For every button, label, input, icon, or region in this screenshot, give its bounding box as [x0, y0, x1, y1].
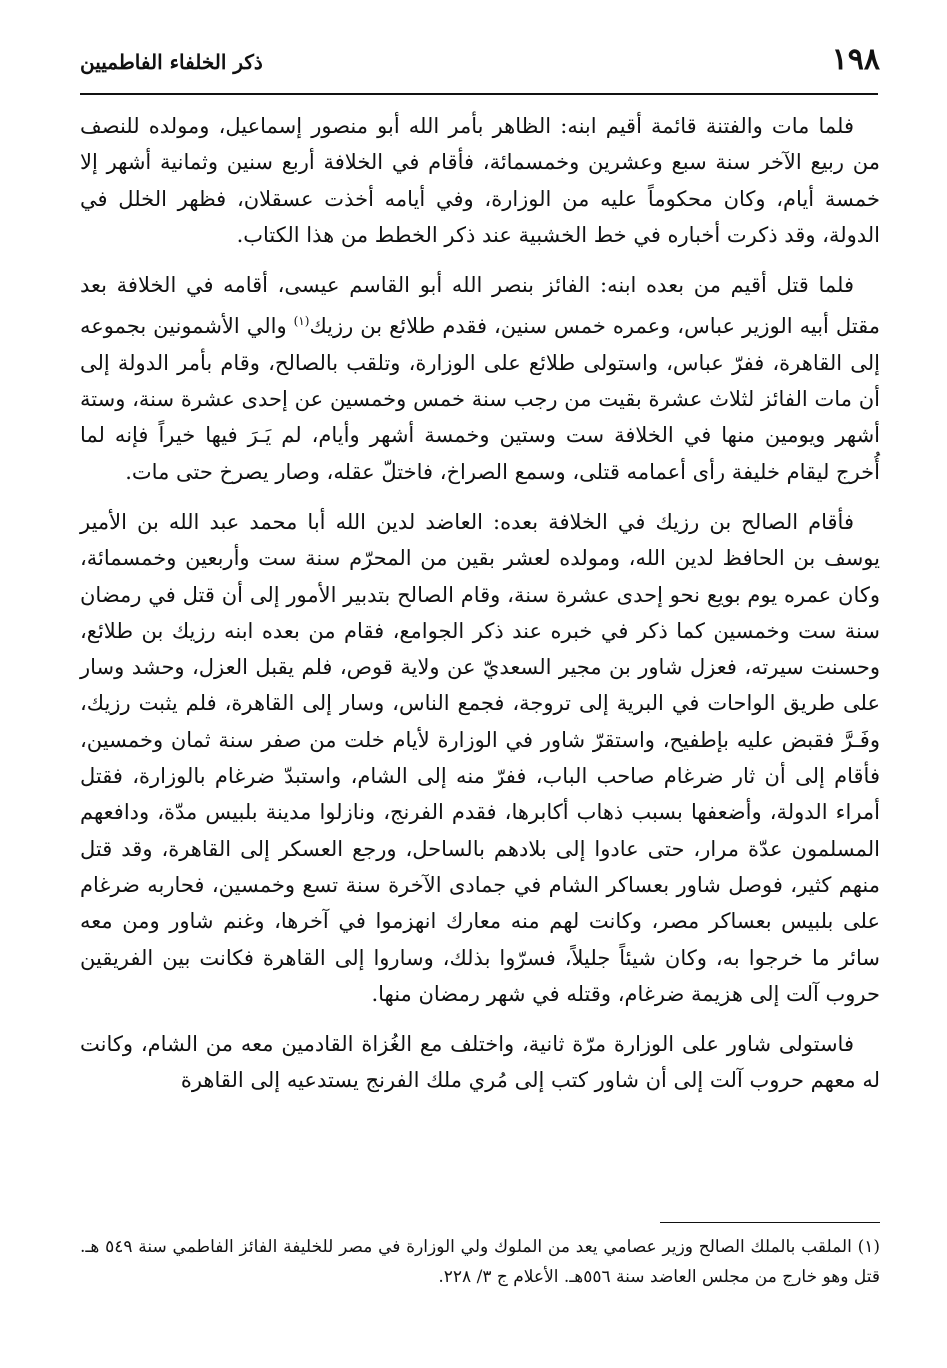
running-title: ذكر الخلفاء الفاطميين: [80, 50, 263, 74]
header-rule: [80, 93, 878, 95]
paragraph-1: فلما مات والفتنة قائمة أقيم ابنه: الظاهر بأمر الله أبو منصور إسماعيل، ومولده للنصف من ربيع الآخر سنة سبع وعشرين وخمسمائة، فأقام في الخلافة أربع سنين وثمانية أشهر إلا خمسة أيام، وكان محكوماً عليه من الوزارة، وفي أيامه أخذت عسقلان، فظهر الخلل في الدولة، وقد ذكرت أخباره في خط الخشبية عند ذكر الخطط من هذا الكتاب.: [80, 114, 880, 247]
page-header: [80, 38, 880, 88]
paragraph-3: فأقام الصالح بن رزيك في الخلافة بعده: العاضد لدين الله أبا محمد عبد الله بن الأمير يوسف بن الحافظ لدين الله، ومولده لعشر بقين من المحرّم سنة ست وأربعين وخمسمائة، وكان عمره يوم بويع نحو إحدى عشرة سنة، وقام الصالح بتدبير الأمور إلى أن قتل في رمضان سنة ست وخمسين كما ذكر في خبره عند ذكر الجوامع، فقام من بعده ابنه رزيك بن طلائع، وحسنت سيرته، فعزل شاور بن مجير السعديّ عن ولاية قوص، فلم يقبل العزل، وحشد وسار على طريق الواحات في البرية إلى تروجة، فجمع الناس، وسار إلى القاهرة، فلم يثبت رزيك، وفَـرَّ فقبض عليه بإطفيح، واستقرّ شاور في الوزارة لأيام خلت من صفر سنة ثمان وخمسين، فأقام إلى أن ثار ضرغام صاحب الباب، ففرّ منه إلى الشام، واستبدّ ضرغام بالوزارة، فقتل أمراء الدولة، وأضعفها بسبب ذهاب أكابرها، فقدم الفرنج، ونازلوا مدينة بلبيس مدّة، ودافعهم المسلمون عدّة مرار، حتى عادوا إلى بلادهم بالساحل، ورجع العسكر إلى القاهرة، وقد قتل منهم كثير، فوصل شاور بعساكر الشام في جمادى الآخرة سنة تسع وخمسين، فحاربه ضرغام على بلبيس بعساكر مصر، وكانت لهم منه معارك انهزموا في آخرها، وغنم شاور ومن معه سائر ما خرجوا به، وكان شيئاً جليلاً، فسرّوا بذلك، وساروا إلى القاهرة فكانت بين الفريقين حروب آلت إلى هزيمة ضرغام، وقتله في شهر رمضان منها.: [80, 509, 880, 1006]
footnote-marker[interactable]: (١): [293, 314, 310, 329]
footnote-rule: [660, 1222, 880, 1223]
paragraph-2: [80, 267, 880, 490]
paragraph-2-lead: فلما قتل أقيم من بعده ابنه: الفائز بنصر الله أبو القاسم عيسى، أقامه في الخلافة بعد مقتل أبيه الوزير عباس، وعمره خمس سنين، فقدم طلائع بن رزيك: [80, 273, 880, 339]
page-number: ١٩٨: [831, 42, 880, 77]
paragraph-2-rest: والي الأشمونين بجموعه إلى القاهرة، ففرّ عباس، واستولى طلائع على الوزارة، وتلقب بالصالح، وقام بأمر الدولة إلى أن مات الفائز لثلاث عشرة بقيت من رجب سنة خمس وخمسين عن إحدى عشرة سنة، وستة أشهر ويومين منها في الخلافة ست وستين وخمسة أشهر وأيام، لم يَـرَ فيها خيراً فإنه لما أُخرج ليقام خليفة رأى أعمامه قتلى، وسمع الصراخ، فاختلّ عقله، وصار يصرخ حتى مات.: [80, 314, 880, 484]
paragraph-4: فاستولى شاور على الوزارة مرّة ثانية، واختلف مع الغُزاة القادمين معه من الشام، وكانت له معهم حروب آلت إلى أن شاور كتب إلى مُري ملك الفرنج يستدعيه إلى القاهرة: [80, 1032, 880, 1093]
footnotes: [80, 1232, 880, 1292]
main-text: [80, 108, 880, 1113]
footnote-1: (١) الملقب بالملك الصالح وزير عصامي يعد من الملوك ولي الوزارة في مصر للخليفة الفائز الفاطمي سنة ٥٤٩ هـ. قتل وهو خارج من مجلس العاضد سنة ٥٥٦هـ. الأعلام ج ٣/ ٢٢٨.: [80, 1237, 880, 1287]
